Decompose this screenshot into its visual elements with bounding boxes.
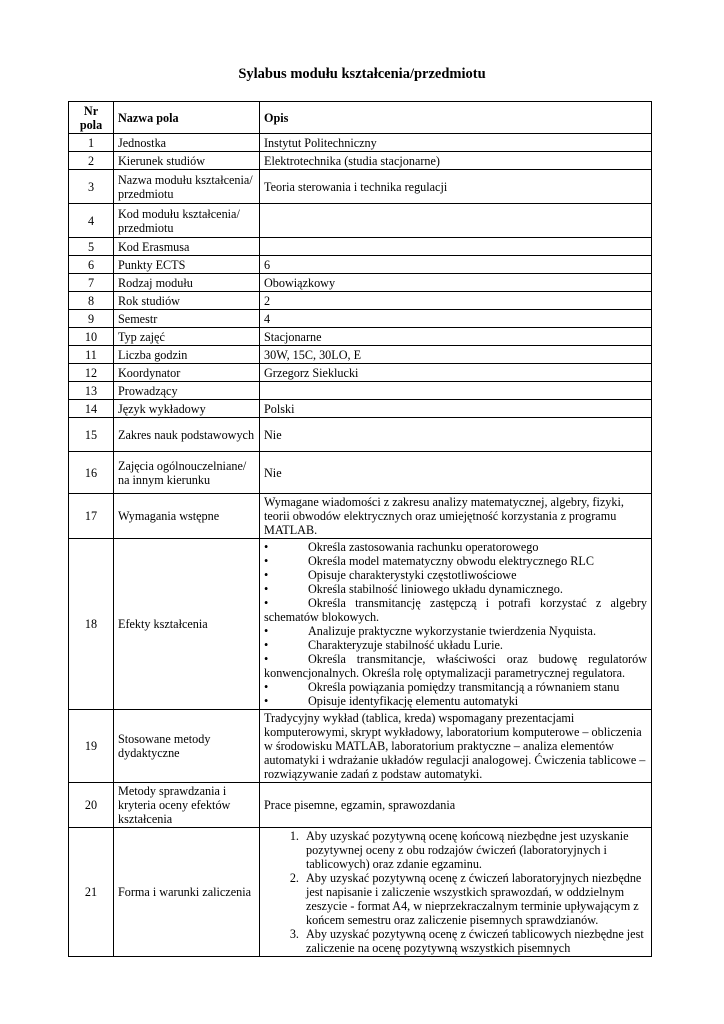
table-row: [69, 452, 652, 494]
list-item-text: Określa transmitancje, właściwości oraz budowę regulatorów: [308, 652, 647, 666]
row-value: [260, 382, 652, 400]
row-number: 18: [69, 539, 114, 710]
conditions-list: [264, 829, 647, 955]
row-number: 17: [69, 494, 114, 539]
row-number: 16: [69, 452, 114, 494]
row-value: Elektrotechnika (studia stacjonarne): [260, 152, 652, 170]
header-nr: Nr pola: [69, 102, 114, 134]
row-field-name: Koordynator: [114, 364, 260, 382]
table-row: [69, 170, 652, 204]
list-item: [264, 638, 647, 652]
row-field-name: Metody sprawdzania i kryteria oceny efektów kształcenia: [114, 783, 260, 828]
row-value: Grzegorz Sieklucki: [260, 364, 652, 382]
row-field-name: Stosowane metody dydaktyczne: [114, 710, 260, 783]
table-row: [69, 710, 652, 783]
list-item: [264, 596, 647, 610]
bullet-icon: •: [264, 694, 269, 708]
row-number: 12: [69, 364, 114, 382]
list-item-text: Określa zastosowania rachunku operatorowego: [308, 540, 539, 554]
list-item: [264, 694, 647, 708]
row-value: Tradycyjny wykład (tablica, kreda) wspomagany prezentacjami komputerowymi, skrypt wykładowy, laboratorium komputerowe – obliczenia w środowisku MATLAB, laboratorium praktyczne – analiza elementów automatyki i wdrażanie układów regulacji analogowej. Ćwiczenia tablicowe – rozwiązywanie zadań z podstaw automatyki.: [260, 710, 652, 783]
list-item-text: Analizuje praktyczne wykorzystanie twierdzenia Nyquista.: [308, 624, 596, 638]
row-field-name: Forma i warunki zaliczenia: [114, 828, 260, 957]
table-row: [69, 382, 652, 400]
bullet-icon: •: [264, 554, 269, 568]
bullet-icon: •: [264, 582, 269, 596]
header-name: Nazwa pola: [114, 102, 260, 134]
list-item: [264, 624, 647, 638]
table-row: [69, 152, 652, 170]
row-value: Instytut Politechniczny: [260, 134, 652, 152]
row-number: 8: [69, 292, 114, 310]
list-item: [264, 652, 647, 666]
row-field-name: Punkty ECTS: [114, 256, 260, 274]
list-item: [264, 582, 647, 596]
bullet-icon: •: [264, 624, 269, 638]
row-field-name: Rodzaj modułu: [114, 274, 260, 292]
table-row: [69, 204, 652, 238]
row-number: 6: [69, 256, 114, 274]
row-value: [260, 828, 652, 957]
row-field-name: Semestr: [114, 310, 260, 328]
row-number: 21: [69, 828, 114, 957]
table-row: [69, 364, 652, 382]
row-number: 20: [69, 783, 114, 828]
row-number: 19: [69, 710, 114, 783]
row-field-name: Jednostka: [114, 134, 260, 152]
row-value: [260, 204, 652, 238]
row-field-name: Kierunek studiów: [114, 152, 260, 170]
table-row: [69, 418, 652, 452]
row-value: 30W, 15C, 30LO, E: [260, 346, 652, 364]
list-item-continuation: konwencjonalnych. Określa rolę optymalizacji parametrycznej regulatora.: [264, 666, 626, 680]
row-value: [260, 238, 652, 256]
row-value: Stacjonarne: [260, 328, 652, 346]
row-number: 11: [69, 346, 114, 364]
list-item: 2. Aby uzyskać pozytywną ocenę z ćwiczeń laboratoryjnych niezbędne jest napisanie i zaliczenie wszystkich sprawozdań, w oddzielnym zeszycie - format A4, w nieprzekraczalnym terminie upływającym z końcem semestru oraz zaliczenie pisemnych sprawdzianów.: [302, 871, 647, 927]
row-field-name: Prowadzący: [114, 382, 260, 400]
list-item: [264, 680, 647, 694]
table-row: [69, 134, 652, 152]
list-item-text: Określa transmitancję zastępczą i potrafi korzystać z algebry: [308, 596, 647, 610]
row-value: Polski: [260, 400, 652, 418]
row-number: 3: [69, 170, 114, 204]
list-item-text: Określa powiązania pomiędzy transmitancją a równaniem stanu: [308, 680, 620, 694]
row-field-name: Zakres nauk podstawowych: [114, 418, 260, 452]
table-row: [69, 828, 652, 957]
table-row: [69, 539, 652, 710]
bullet-icon: •: [264, 568, 269, 582]
list-item-continuation: schematów blokowych.: [264, 610, 380, 624]
row-number: 4: [69, 204, 114, 238]
syllabus-table: [68, 101, 652, 957]
header-desc: Opis: [260, 102, 652, 134]
row-number: 9: [69, 310, 114, 328]
row-number: 2: [69, 152, 114, 170]
row-number: 13: [69, 382, 114, 400]
row-value: 2: [260, 292, 652, 310]
row-field-name: Zajęcia ogólnouczelniane/ na innym kierunku: [114, 452, 260, 494]
table-row: [69, 400, 652, 418]
list-item: [264, 568, 647, 582]
row-value: Wymagane wiadomości z zakresu analizy matematycznej, algebry, fizyki, teorii obwodów elektrycznych oraz umiejętność korzystania z programu MATLAB.: [260, 494, 652, 539]
bullet-icon: •: [264, 540, 269, 554]
document-title: Sylabus modułu kształcenia/przedmiotu: [238, 66, 486, 82]
row-value: 4: [260, 310, 652, 328]
row-number: 1: [69, 134, 114, 152]
row-field-name: Liczba godzin: [114, 346, 260, 364]
list-item: 3. Aby uzyskać pozytywną ocenę z ćwiczeń tablicowych niezbędne jest zaliczenie na ocenę pozytywną wszystkich pisemnych: [302, 927, 647, 955]
list-item: 1. Aby uzyskać pozytywną ocenę końcową niezbędne jest uzyskanie pozytywnej oceny z obu rodzajów ćwiczeń (laboratoryjnych i tablicowych) oraz zdanie egzaminu.: [302, 829, 647, 871]
list-item-text: Określa stabilność liniowego układu dynamicznego.: [308, 582, 563, 596]
bullet-icon: •: [264, 638, 269, 652]
table-row: [69, 238, 652, 256]
row-value: Nie: [260, 418, 652, 452]
row-value: Prace pisemne, egzamin, sprawozdania: [260, 783, 652, 828]
table-row: [69, 494, 652, 539]
bullet-icon: •: [264, 680, 269, 694]
row-number: 14: [69, 400, 114, 418]
row-field-name: Kod Erasmusa: [114, 238, 260, 256]
table-row: [69, 346, 652, 364]
row-value: 6: [260, 256, 652, 274]
row-field-name: Język wykładowy: [114, 400, 260, 418]
bullet-icon: •: [264, 596, 269, 610]
list-item: [264, 554, 647, 568]
row-value: Teoria sterowania i technika regulacji: [260, 170, 652, 204]
list-item-text: Opisuje charakterystyki częstotliwościowe: [308, 568, 517, 582]
row-field-name: Nazwa modułu kształcenia/ przedmiotu: [114, 170, 260, 204]
row-value: [260, 539, 652, 710]
list-item-text: Opisuje identyfikację elementu automatyki: [308, 694, 519, 708]
row-value: Obowiązkowy: [260, 274, 652, 292]
list-item: [264, 540, 647, 554]
table-row: [69, 292, 652, 310]
table-row: [69, 328, 652, 346]
row-number: 5: [69, 238, 114, 256]
row-field-name: Rok studiów: [114, 292, 260, 310]
row-field-name: Wymagania wstępne: [114, 494, 260, 539]
row-number: 15: [69, 418, 114, 452]
list-item-text: Charakteryzuje stabilność układu Lurie.: [308, 638, 503, 652]
table-row: [69, 783, 652, 828]
table-row: [69, 274, 652, 292]
table-body: [69, 134, 652, 957]
row-field-name: Typ zajęć: [114, 328, 260, 346]
row-field-name: Efekty kształcenia: [114, 539, 260, 710]
table-row: [69, 310, 652, 328]
row-field-name: Kod modułu kształcenia/ przedmiotu: [114, 204, 260, 238]
row-value: Nie: [260, 452, 652, 494]
bullet-icon: •: [264, 652, 269, 666]
row-number: 7: [69, 274, 114, 292]
list-item-text: Określa model matematyczny obwodu elektrycznego RLC: [308, 554, 594, 568]
row-number: 10: [69, 328, 114, 346]
table-row: [69, 256, 652, 274]
